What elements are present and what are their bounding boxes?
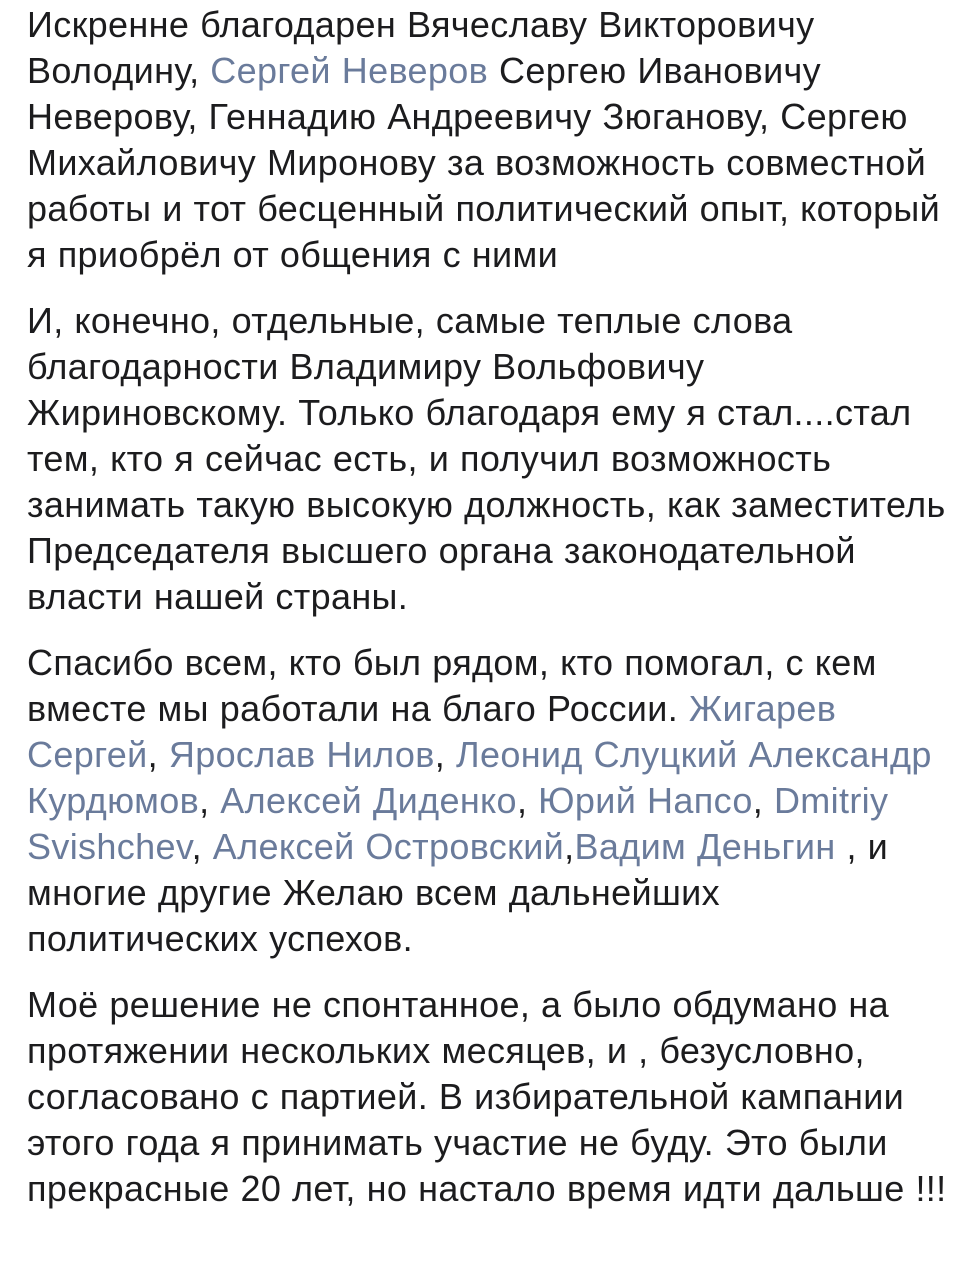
paragraph-decision [27,982,952,1212]
text-segment: , [752,780,774,821]
text-segment: Спасибо всем, кто был рядом, кто помогал, с кем вместе мы работали на благо России. [27,642,877,729]
text-segment: , и многие другие Желаю всем дальнейших политических успехов. [27,826,889,959]
text-segment: , [199,780,221,821]
text-segment: И, конечно, отдельные, самые теплые слова благодарности Владимиру Вольфовичу Жириновскому. Только благодаря ему я стал....стал тем, кто я сейчас есть, и получил возможность занимать такую высокую должность, как заместитель Председателя высшего органа законодательной власти нашей страны. [27,300,946,617]
mention-link[interactable]: Сергей Неверов [210,50,489,91]
mention-link[interactable]: Жигарев Сергей [27,688,837,775]
mention-link[interactable]: Алексей Диденко [220,780,517,821]
mention-link[interactable]: Вадим Деньгин [574,826,836,867]
mention-link[interactable]: Ярослав Нилов [168,734,435,775]
mention-link[interactable]: Dmitriy Svishchev [27,780,889,867]
paragraph-thanks-leadership [27,2,952,278]
text-segment: , [516,780,539,821]
text-segment: , [191,826,213,867]
paragraph-thanks-zhirinovsky [27,298,952,620]
paragraph-thanks-colleagues [27,640,952,962]
text-segment: , [434,734,456,775]
mention-link[interactable]: Алексей Островский [212,826,565,867]
text-segment: Моё решение не спонтанное, а было обдумано на протяжении нескольких месяцев, и , безусловно, согласовано с партией. В избирательной кампании этого года я принимать участие не буду. Это были прекрасные 20 лет, но настало время идти дальше !!! [27,984,947,1209]
mention-link[interactable]: Леонид Слуцкий Александр Курдюмов [27,734,932,821]
text-segment: , [147,734,169,775]
text-segment: Сергею Ивановичу Неверову, Геннадию Андреевичу Зюганову, Сергею Михайловичу Миронову за возможность совместной работы и тот бесценный политический опыт, который я приобрёл от общения с ними [27,50,941,275]
text-segment: , [564,826,575,867]
post-body [27,0,952,1232]
text-segment: Искренне благодарен Вячеславу Викторовичу Володину, [27,4,815,91]
mention-link[interactable]: Юрий Напсо [538,780,753,821]
